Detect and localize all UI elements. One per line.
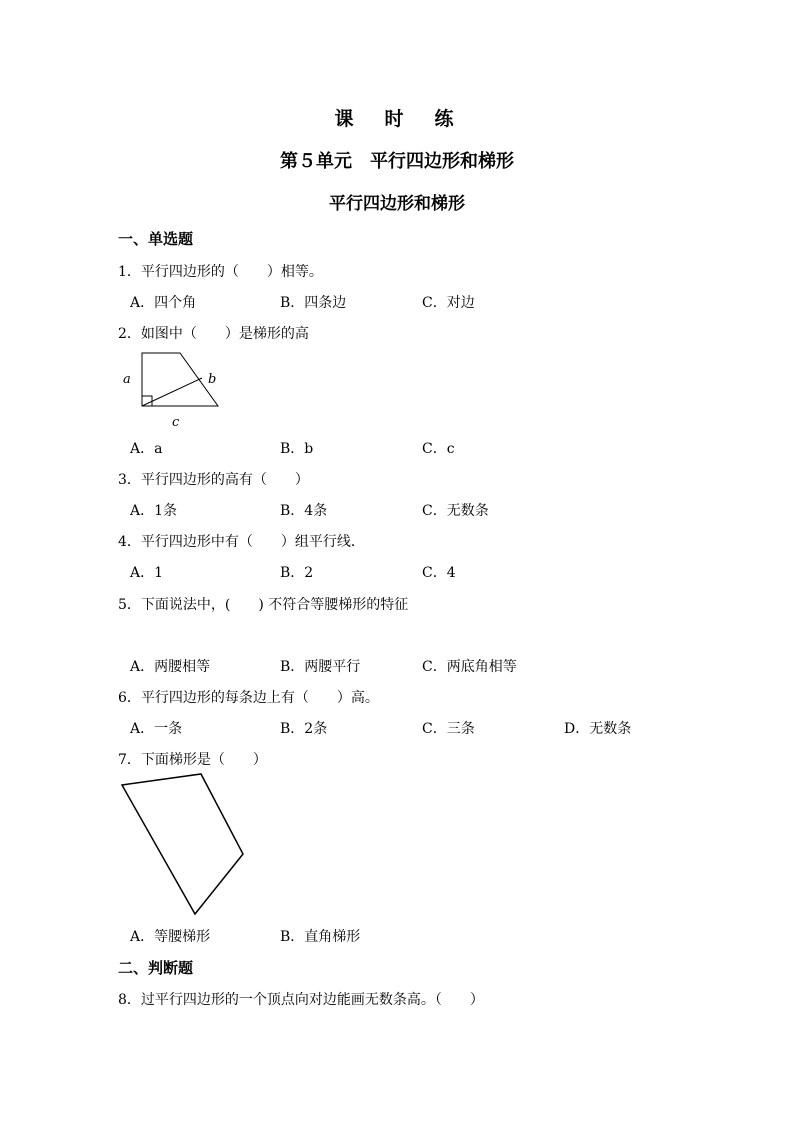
q5-option-b[interactable]: B．两腰平行 <box>280 659 361 675</box>
question-3: 3．平行四边形的高有（ ） <box>118 472 309 488</box>
worksheet-title: 课 时 练 <box>334 108 460 130</box>
q6-option-c[interactable]: C．三条 <box>422 721 475 737</box>
section-single-choice: 一、单选题 <box>118 230 194 248</box>
unit-title: 第５单元 平行四边形和梯形 <box>280 151 514 172</box>
q4-option-c[interactable]: C．4 <box>422 565 456 581</box>
q1-option-c[interactable]: C．对边 <box>422 295 475 311</box>
figure-label-a: a <box>123 372 131 387</box>
figure-label-b: b <box>208 372 217 387</box>
q5-option-a[interactable]: A．两腰相等 <box>130 659 211 675</box>
quadrilateral-outline <box>122 774 243 914</box>
q7-option-b[interactable]: B．直角梯形 <box>280 929 361 945</box>
question-5: 5．下面说法中，( ) 不符合等腰梯形的特征 <box>118 597 409 613</box>
q7-option-a[interactable]: A．等腰梯形 <box>130 929 211 945</box>
lesson-title: 平行四边形和梯形 <box>329 194 465 214</box>
q3-option-a[interactable]: A．1条 <box>130 503 178 519</box>
question-4: 4．平行四边形中有（ ）组平行线． <box>118 534 365 550</box>
question-7: 7．下面梯形是（ ） <box>118 752 267 768</box>
q6-option-d[interactable]: D．无数条 <box>564 721 632 737</box>
trapezoid-height-figure <box>118 345 228 430</box>
quadrilateral-figure <box>115 768 250 920</box>
q3-option-b[interactable]: B．4条 <box>280 503 328 519</box>
trapezoid-outline <box>142 353 218 406</box>
trapezoid-diagonal <box>142 378 202 406</box>
q4-option-a[interactable]: A．1 <box>130 565 164 581</box>
question-2: 2．如图中（ ）是梯形的高 <box>118 326 309 342</box>
q6-option-b[interactable]: B．2条 <box>280 721 328 737</box>
q2-option-a[interactable]: A．a <box>130 441 163 457</box>
q3-option-c[interactable]: C．无数条 <box>422 503 489 519</box>
q5-option-c[interactable]: C．两底角相等 <box>422 659 517 675</box>
q6-option-a[interactable]: A．一条 <box>130 721 183 737</box>
figure-label-c: c <box>172 415 180 430</box>
q1-option-b[interactable]: B．四条边 <box>280 295 347 311</box>
q1-option-a[interactable]: A．四个角 <box>130 295 197 311</box>
q4-option-b[interactable]: B．2 <box>280 565 314 581</box>
question-8: 8．过平行四边形的一个顶点向对边能画无数条高。（ ） <box>118 992 484 1008</box>
question-1: 1．平行四边形的（ ）相等。 <box>118 264 323 280</box>
section-true-false: 二、判断题 <box>118 959 194 977</box>
question-6: 6．平行四边形的每条边上有（ ）高。 <box>118 690 379 706</box>
right-angle-mark <box>142 396 152 406</box>
q2-option-c[interactable]: C．c <box>422 441 455 457</box>
q2-option-b[interactable]: B．b <box>280 441 314 457</box>
